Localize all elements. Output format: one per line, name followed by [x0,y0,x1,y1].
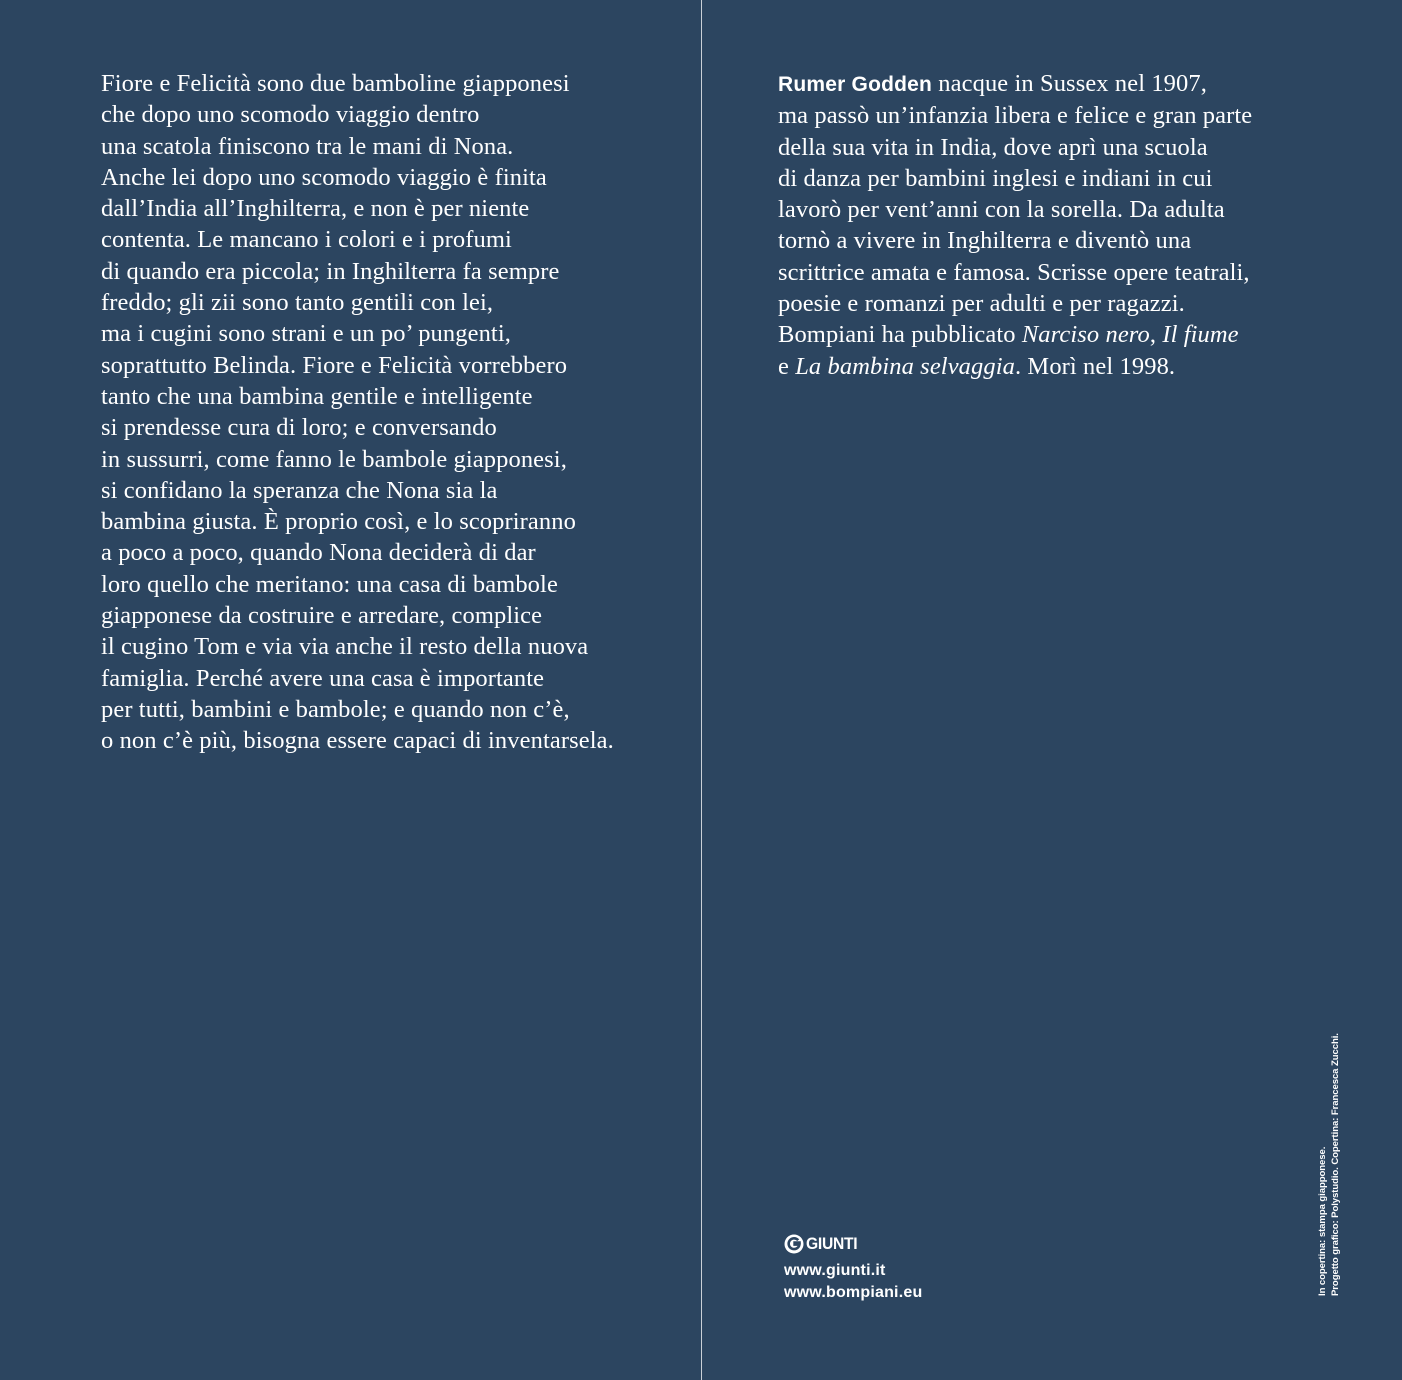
fold-divider [701,0,702,1380]
bio-line: ma passò un’infanzia libera e felice e gran parte [778,102,1253,130]
bio-line-text: nacque in Sussex nel 1907, [932,70,1207,97]
website-link[interactable]: www.bompiani.eu [784,1284,923,1301]
synopsis-line: loro quello che meritano: una casa di bambole [101,570,558,598]
synopsis-line: ma i cugini sono strani e un po’ pungenti, [101,320,511,348]
bio-line-text: , [1149,321,1163,349]
synopsis-line: una scatola finiscono tra le mani di Nona. [101,132,514,160]
synopsis-line: che dopo uno scomodo viaggio dentro [101,101,480,129]
synopsis-line: si prendesse cura di loro; e conversando [101,414,497,442]
giunti-logo [784,1233,922,1255]
bio-line: tornò a vivere in Inghilterra e diventò una [778,227,1192,255]
synopsis-line: tanto che una bambina gentile e intelligente [101,382,533,410]
author-name: Rumer Godden [778,73,933,96]
synopsis-line: Fiore e Felicità sono due bamboline giapponesi [101,70,570,97]
website-link[interactable]: www.giunti.it [784,1262,886,1279]
synopsis-line: famiglia. Perché avere una casa è importante [101,664,545,692]
synopsis-line: si confidano la speranza che Nona sia la [101,476,498,504]
synopsis-text [101,68,661,757]
bio-line-text: Bompiani ha pubblicato [778,321,1022,349]
bio-line: lavorò per vent’anni con la sorella. Da adulta [778,196,1225,224]
synopsis-line: giapponese da costruire e arredare, complice [101,602,543,630]
bio-line-text: e [778,352,796,380]
synopsis-line: a poco a poco, quando Nona deciderà di dar [101,539,536,567]
giunti-logo-text: GIUNTI [806,1234,858,1253]
synopsis-line: di quando era piccola; in Inghilterra fa sempre [101,257,560,285]
bio-line: della sua vita in India, dove aprì una scuola [778,133,1208,161]
bio-line [778,351,1318,382]
author-bio [778,68,1318,382]
book-title: Narciso nero [1021,321,1150,349]
book-title: La bambina selvaggia [795,352,1015,380]
bio-line [778,68,1318,100]
publisher-block [784,1233,922,1304]
synopsis-line: soprattutto Belinda. Fiore e Felicità vorrebbero [101,351,568,379]
credits-line: In copertina: stampa giapponese. [1317,1146,1328,1296]
synopsis-line: Anche lei dopo uno scomodo viaggio è finita [101,163,547,191]
credits-line: Progetto grafico: Polystudio. Copertina: Francesca Zucchi. [1330,1033,1341,1296]
synopsis-line: per tutti, bambini e bambole; e quando non c’è, [101,695,570,723]
synopsis-line: contenta. Le mancano i colori e i profumi [101,226,512,254]
synopsis-line: o non c’è più, bisogna essere capaci di inventarsela. [101,727,614,755]
synopsis-line: il cugino Tom e via via anche il resto della nuova [101,633,589,661]
bio-line: poesie e romanzi per adulti e per ragazzi. [778,290,1185,318]
synopsis-line: in sussurri, come fanno le bambole giapponesi, [101,445,567,473]
giunti-g-logo-icon [784,1234,804,1254]
bio-line: scrittrice amata e famosa. Scrisse opere teatrali, [778,258,1250,286]
bio-line-text: . Morì nel 1998. [1014,352,1176,380]
bio-line [778,319,1318,350]
synopsis-line: dall’India all’Inghilterra, e non è per niente [101,195,530,223]
cover-credits [1316,996,1356,1296]
book-title: Il fiume [1162,321,1239,349]
synopsis-line: bambina giusta. È proprio così, e lo scopriranno [101,508,576,536]
synopsis-line: freddo; gli zii sono tanto gentili con lei, [101,289,494,317]
bio-line: di danza per bambini inglesi e indiani in cui [778,164,1213,192]
